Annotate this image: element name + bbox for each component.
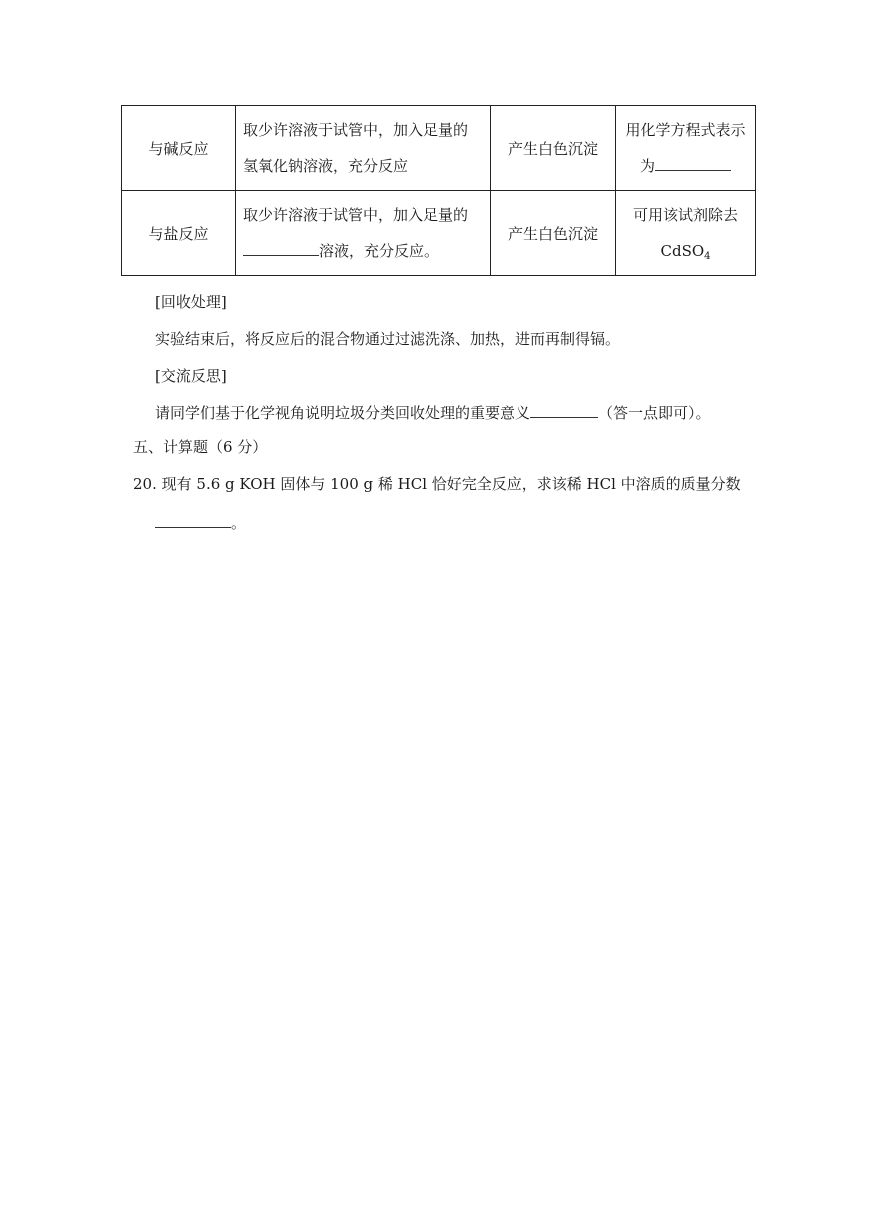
- reflect-heading: [交流反思]: [155, 367, 227, 385]
- question-20-answer: [155, 513, 246, 533]
- question-end: 。: [231, 514, 247, 532]
- operation-line: 氢氧化钠溶液，充分反应: [243, 157, 409, 175]
- conclusion-line: [616, 148, 755, 184]
- category-cell: 与碱反应: [122, 106, 236, 191]
- table-row: [122, 191, 756, 276]
- reflect-text: 请同学们基于化学视角说明垃圾分类回收处理的重要意义: [155, 404, 531, 422]
- question-20: [133, 474, 741, 494]
- experiment-table: [121, 105, 756, 276]
- conclusion-line: 可用该试剂除去: [632, 206, 738, 224]
- reflect-question: [155, 403, 711, 423]
- conclusion-cell: [616, 191, 756, 276]
- answer-blank[interactable]: [155, 513, 231, 528]
- recycle-heading: [回收处理]: [155, 293, 227, 311]
- operation-cell: [236, 191, 491, 276]
- recycle-text: 实验结束后，将反应后的混合物通过过滤洗涤、加热，进而再制得镉。: [155, 330, 621, 348]
- conclusion-line: 用化学方程式表示: [625, 121, 746, 139]
- answer-blank[interactable]: [530, 403, 598, 418]
- section-title: 五、计算题（6 分）: [133, 438, 268, 456]
- conclusion-cell: [616, 106, 756, 191]
- formula-main: CdSO: [660, 242, 705, 260]
- phenomenon-cell: 产生白色沉淀: [491, 191, 616, 276]
- operation-cell: [236, 106, 491, 191]
- reflect-note: （答一点即可）。: [598, 404, 711, 422]
- question-text: 现有 5.6 g KOH 固体与 100 g 稀 HCl 恰好完全反应，求该稀 HCl 中溶质的质量分数: [161, 475, 741, 493]
- operation-line: [243, 233, 490, 269]
- category-cell: 与盐反应: [122, 191, 236, 276]
- question-number: 20.: [133, 475, 157, 493]
- chemical-formula: [616, 233, 755, 269]
- table-row: [122, 106, 756, 191]
- answer-blank[interactable]: [243, 241, 319, 256]
- conclusion-prefix: 为: [639, 157, 655, 175]
- phenomenon-cell: 产生白色沉淀: [491, 106, 616, 191]
- operation-line: 取少许溶液于试管中，加入足量的: [243, 206, 469, 224]
- answer-blank[interactable]: [655, 156, 731, 171]
- operation-suffix: 溶液，充分反应。: [319, 242, 440, 260]
- operation-line: 取少许溶液于试管中，加入足量的: [243, 121, 469, 139]
- formula-subscript: 4: [704, 251, 711, 262]
